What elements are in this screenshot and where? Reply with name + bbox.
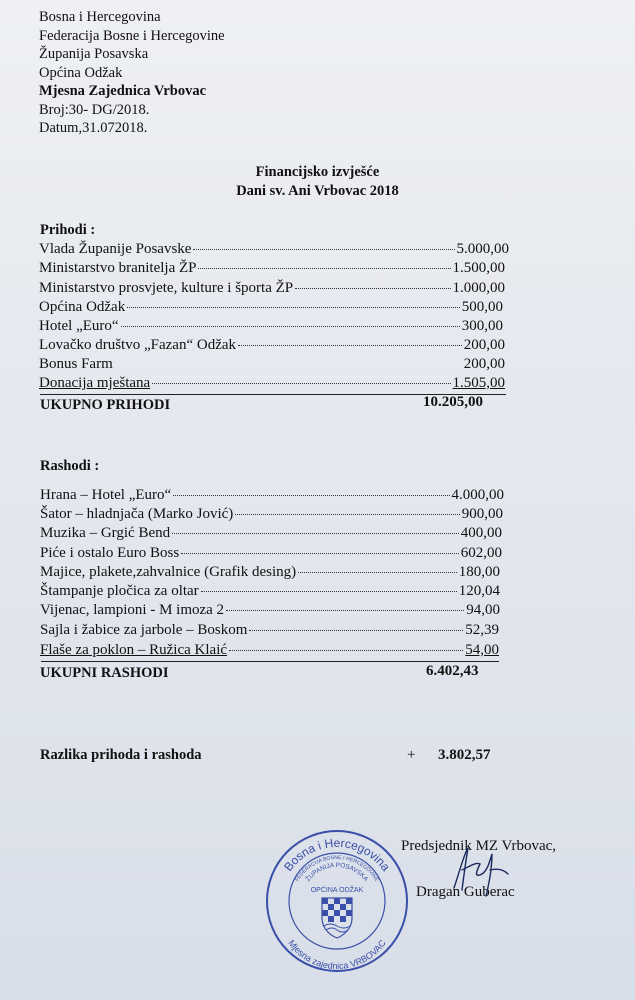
expense-amount: 400,00 bbox=[460, 525, 502, 541]
expense-row bbox=[40, 487, 504, 506]
document-header bbox=[39, 8, 225, 138]
header-line-federation: Federacija Bosne i Hercegovine bbox=[39, 27, 225, 44]
expense-total-amount: 6.402,43 bbox=[426, 663, 479, 679]
balance-amount: 3.802,57 bbox=[438, 747, 491, 763]
seal-outer-text: Bosna i Hercegovina bbox=[281, 836, 393, 874]
income-label: Lovačko društvo „Fazan“ Odžak bbox=[39, 337, 237, 353]
income-label: Bonus Farm bbox=[39, 356, 113, 372]
expense-label: Sajla i žabice za jarbole – Boskom bbox=[40, 622, 248, 638]
income-label: Donacija mještana bbox=[39, 375, 151, 391]
expense-amount: 52,39 bbox=[465, 622, 499, 638]
income-row bbox=[39, 280, 505, 299]
coat-of-arms-icon bbox=[322, 898, 352, 938]
report-title: Financijsko izvješće bbox=[255, 164, 380, 180]
expense-label: Vijenac, lampioni - M imoza 2 bbox=[40, 602, 225, 618]
header-line-number: Broj:30- DG/2018. bbox=[39, 101, 150, 118]
income-amount: 1.000,00 bbox=[452, 280, 505, 296]
expense-label: Muzika – Grgić Bend bbox=[40, 525, 171, 541]
header-line-municipality: Općina Odžak bbox=[39, 64, 123, 81]
expense-label: Flaše za poklon – Ružica Klaić bbox=[40, 642, 228, 658]
expense-amount: 900,00 bbox=[461, 506, 503, 522]
income-row bbox=[39, 241, 509, 260]
income-row bbox=[39, 375, 505, 394]
income-row bbox=[39, 356, 505, 375]
expense-row bbox=[40, 583, 500, 602]
balance-sign: + bbox=[407, 747, 416, 763]
expense-label: Majice, plakete,zahvalnice (Grafik desing) bbox=[40, 564, 297, 580]
income-section-label: Prihodi : bbox=[40, 222, 96, 238]
income-label: Vlada Županije Posavske bbox=[39, 241, 192, 257]
expense-amount: 54,00 bbox=[465, 642, 499, 658]
income-amount: 200,00 bbox=[463, 337, 505, 353]
seal-inner-text-2: ŽUPANIJA POSAVSKA bbox=[304, 861, 370, 883]
balance-label: Razlika prihoda i rashoda bbox=[40, 747, 202, 763]
expense-total-label: UKUPNI RASHODI bbox=[40, 665, 169, 681]
expense-amount: 180,00 bbox=[458, 564, 500, 580]
seal-inner-text-1: FEDERACIJA BOSNE I HERCEGOVINE bbox=[294, 854, 380, 883]
expense-row bbox=[40, 545, 502, 564]
income-label: Ministarstvo branitelja ŽP bbox=[39, 260, 197, 276]
handwritten-signature-icon bbox=[446, 840, 536, 900]
income-label: Općina Odžak bbox=[39, 299, 126, 315]
expense-amount: 94,00 bbox=[466, 602, 500, 618]
income-label: Ministarstvo prosvjete, kulture i športa ŽP bbox=[39, 280, 294, 296]
income-row bbox=[39, 260, 505, 279]
expense-amount: 120,04 bbox=[458, 583, 500, 599]
expense-label: Štampanje pločica za oltar bbox=[40, 583, 199, 599]
svg-text:Mjesna zajednica VRBOVAC bbox=[286, 938, 388, 971]
signatory-title: Predsjednik MZ Vrbovac, bbox=[401, 838, 557, 854]
income-amount: 300,00 bbox=[461, 318, 503, 334]
header-line-country: Bosna i Hercegovina bbox=[39, 9, 161, 25]
income-row bbox=[39, 299, 503, 318]
expense-label: Piće i ostalo Euro Boss bbox=[40, 545, 180, 561]
income-amount: 1.505,00 bbox=[452, 375, 505, 391]
expense-amount: 4.000,00 bbox=[451, 487, 504, 503]
report-subtitle: Dani sv. Ani Vrbovac 2018 bbox=[236, 183, 399, 199]
expense-label: Hrana – Hotel „Euro“ bbox=[40, 487, 172, 503]
income-row bbox=[39, 337, 505, 356]
income-amount: 5.000,00 bbox=[456, 241, 509, 257]
expense-row bbox=[40, 506, 503, 525]
expense-total-rule bbox=[41, 661, 499, 662]
expense-row bbox=[40, 642, 499, 661]
expense-amount: 602,00 bbox=[460, 545, 502, 561]
income-total-label: UKUPNO PRIHODI bbox=[40, 397, 171, 413]
expense-section-label: Rashodi : bbox=[40, 458, 100, 474]
header-line-community: Mjesna Zajednica Vrbovac bbox=[39, 83, 207, 99]
signatory-name: Dragan Guberac bbox=[416, 884, 515, 900]
expense-row bbox=[40, 564, 500, 583]
income-amount: 200,00 bbox=[463, 356, 505, 372]
income-total-amount: 10.205,00 bbox=[423, 394, 483, 410]
seal-bottom-text: Mjesna zajednica VRBOVAC bbox=[286, 937, 388, 972]
income-label: Hotel „Euro“ bbox=[39, 318, 119, 334]
seal-inner-text-3: OPĆINA ODŽAK bbox=[310, 887, 364, 894]
income-row bbox=[39, 318, 503, 337]
header-line-canton: Županija Posavska bbox=[39, 46, 149, 62]
expense-row bbox=[40, 525, 502, 544]
official-seal-icon bbox=[262, 826, 412, 976]
expense-row bbox=[40, 602, 500, 621]
header-line-date: Datum,31.072018. bbox=[39, 120, 148, 136]
expense-label: Šator – hladnjača (Marko Jović) bbox=[40, 506, 234, 522]
income-amount: 1.500,00 bbox=[452, 260, 505, 276]
income-amount: 500,00 bbox=[461, 299, 503, 315]
expense-row bbox=[40, 622, 499, 641]
